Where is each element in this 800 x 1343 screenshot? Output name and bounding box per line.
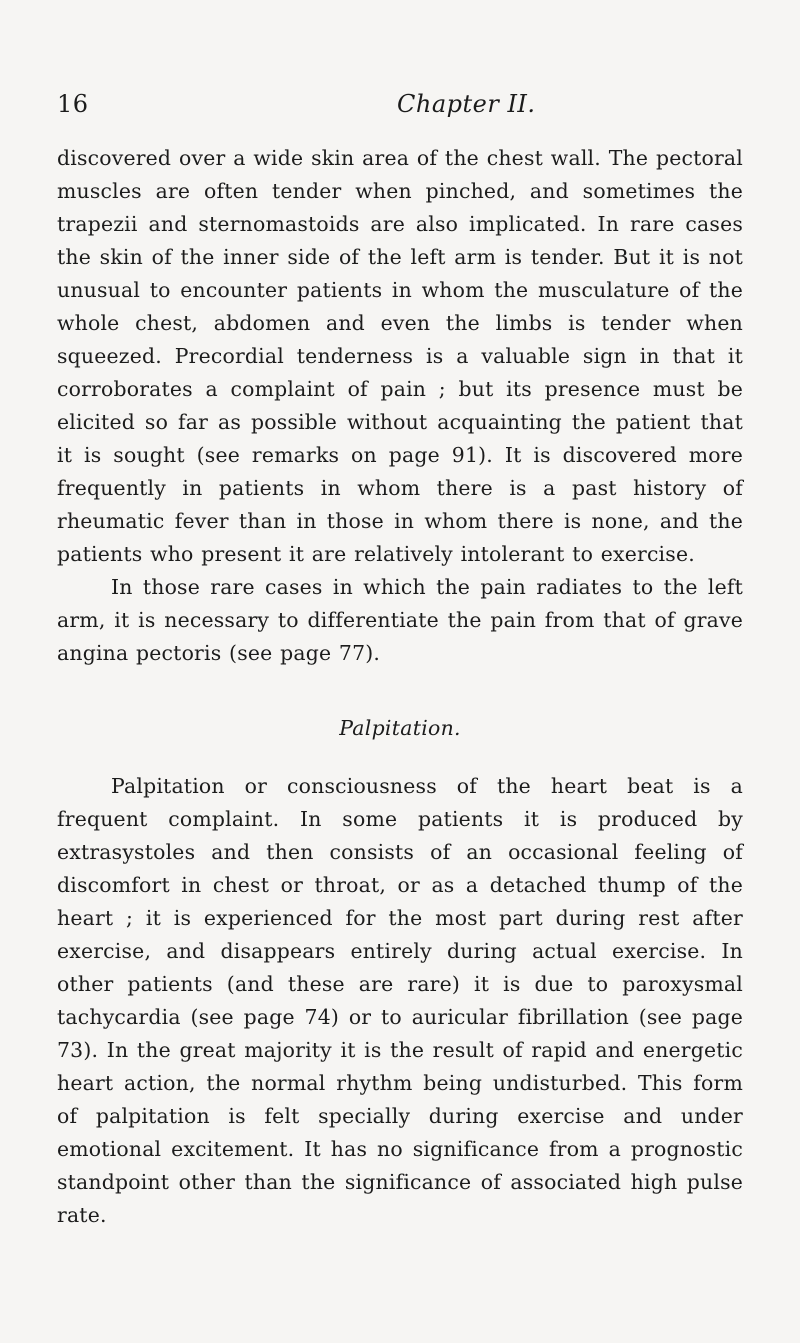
page-header: [57, 90, 743, 126]
running-title: Chapter II.: [397, 90, 536, 118]
page-number: 16: [57, 90, 89, 118]
section-heading-palpitation: Palpitation.: [339, 716, 461, 740]
paragraph-palpitation: Palpitation or consciousness of the heart beat is a frequent complaint. In some patients it is produced by extrasystoles and then consists of an occasional feeling of discomfort in chest or throat, or as a detached thump of the heart ; it is experienced for the most part during rest after exercise, and disappears entirely during actual exercise. In other patients (and these are rare) it is due to paroxysmal tachycardia (see page 74) or to auricular fibrillation (see page 73). In the great majority it is the result of rapid and energetic heart action, the normal rhythm being undisturbed. This form of palpitation is felt specially during exercise and under emotional excitement. It has no significance from a prognostic standpoint other than the significance of associated high pulse rate.: [57, 774, 743, 1227]
page-body: [57, 142, 743, 1232]
paragraph-continuation: discovered over a wide skin area of the chest wall. The pectoral muscles are often tender when pinched, and sometimes the trapezii and sternomastoids are also implicated. In rare cases the skin of the inner side of the left arm is tender. But it is not unusual to encounter patients in whom the musculature of the whole chest, abdomen and even the limbs is tender when squeezed. Precordial tenderness is a valuable sign in that it corroborates a complaint of pain ; but its presence must be elicited so far as possible without acquainting the patient that it is sought (see remarks on page 91). It is discovered more frequently in patients in whom there is a past history of rheumatic fever than in those in whom there is none, and the patients who present it are relatively intolerant to exercise.: [57, 146, 743, 566]
paragraph-left-arm-pain: In those rare cases in which the pain radiates to the left arm, it is necessary to differentiate the pain from that of grave angina pectoris (see page 77).: [57, 575, 743, 665]
